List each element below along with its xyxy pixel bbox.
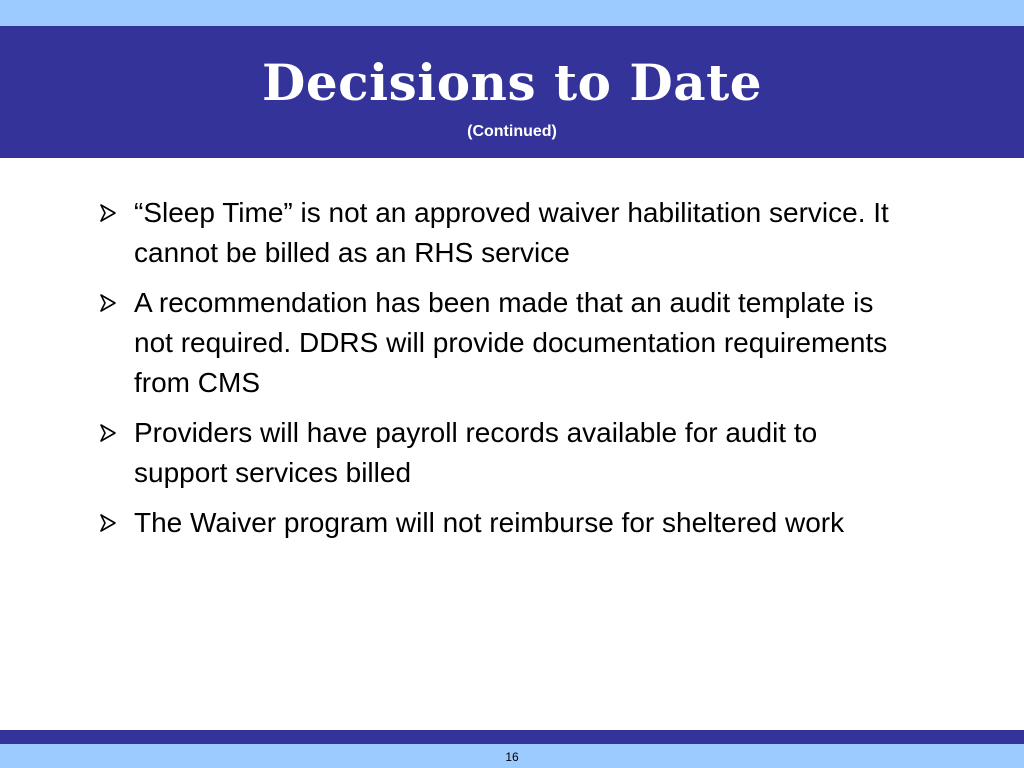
bullet-list — [98, 193, 918, 553]
slide-subtitle: (Continued) — [467, 123, 557, 140]
bullet-item — [98, 413, 918, 493]
bottom-stripe — [0, 730, 1024, 744]
bullet-text: Providers will have payroll records available for audit to support services billed — [134, 417, 818, 488]
arrowhead-bullet-icon — [98, 203, 118, 223]
page-number: 16 — [505, 750, 519, 764]
bullet-item — [98, 193, 918, 273]
bullet-text: The Waiver program will not reimburse for sheltered work — [134, 507, 845, 538]
arrowhead-bullet-icon — [98, 513, 118, 533]
slide-header — [0, 26, 1024, 158]
bullet-text: “Sleep Time” is not an approved waiver habilitation service. It cannot be billed as an RHS service — [134, 197, 889, 268]
top-band — [0, 0, 1024, 26]
slide-footer — [0, 744, 1024, 768]
bullet-item — [98, 503, 918, 543]
slide-title: Decisions to Date — [261, 53, 763, 112]
bullet-text: A recommendation has been made that an audit template is not required. DDRS will provide documentation requirements from CMS — [134, 287, 888, 398]
bullet-item — [98, 283, 918, 403]
arrowhead-bullet-icon — [98, 293, 118, 313]
arrowhead-bullet-icon — [98, 423, 118, 443]
